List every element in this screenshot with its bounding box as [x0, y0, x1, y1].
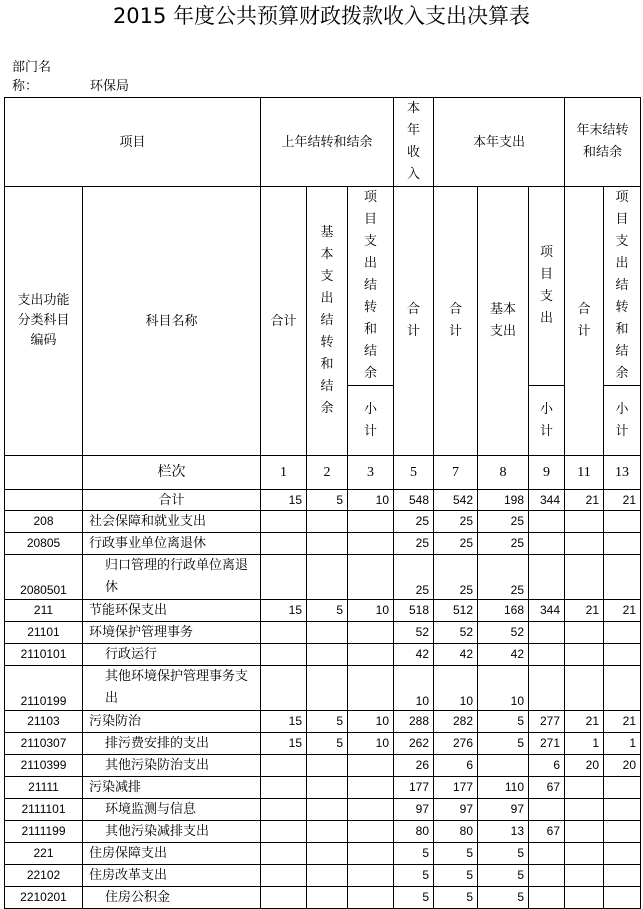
total-cell: 21 — [604, 490, 641, 511]
row-value — [529, 511, 565, 533]
row-value — [261, 622, 307, 644]
row-value: 10 — [348, 600, 394, 622]
col-num: 2 — [307, 456, 348, 490]
table-row — [5, 843, 641, 865]
header-last-total: 合计 — [261, 187, 307, 456]
row-value: 512 — [434, 600, 478, 622]
row-value — [604, 887, 641, 909]
row-code: 21101 — [5, 622, 83, 644]
row-value: 1 — [604, 733, 641, 755]
row-value: 5 — [394, 865, 434, 887]
table-row — [5, 533, 641, 555]
row-value: 26 — [394, 755, 434, 777]
row-value: 344 — [529, 600, 565, 622]
row-value — [348, 821, 394, 843]
header-income: 本年收入 — [394, 98, 434, 187]
row-value: 5 — [478, 843, 529, 865]
row-value: 5 — [478, 733, 529, 755]
header-last-year: 上年结转和结余 — [261, 98, 394, 187]
total-cell: 542 — [434, 490, 478, 511]
row-value — [529, 865, 565, 887]
row-value — [307, 843, 348, 865]
row-value: 67 — [529, 821, 565, 843]
row-code: 2110399 — [5, 755, 83, 777]
row-value — [604, 533, 641, 555]
table-row — [5, 733, 641, 755]
row-value: 20 — [604, 755, 641, 777]
header-year-end: 年末结转和结余 — [565, 98, 641, 187]
row-value: 15 — [261, 600, 307, 622]
row-value — [348, 622, 394, 644]
row-value — [565, 533, 604, 555]
row-value — [604, 777, 641, 799]
row-value — [348, 799, 394, 821]
row-value — [565, 644, 604, 666]
row-value — [348, 843, 394, 865]
row-value — [261, 666, 307, 711]
total-cell: 548 — [394, 490, 434, 511]
row-value: 80 — [394, 821, 434, 843]
row-name: 行政运行 — [83, 644, 261, 666]
row-value — [261, 511, 307, 533]
dept-label-line1: 部门名 — [12, 60, 52, 75]
row-name: 住房公积金 — [83, 887, 261, 909]
row-value — [565, 821, 604, 843]
row-value — [307, 511, 348, 533]
row-name: 排污费安排的支出 — [83, 733, 261, 755]
row-value — [529, 666, 565, 711]
row-value — [261, 533, 307, 555]
row-value — [565, 511, 604, 533]
row-value — [604, 865, 641, 887]
row-value: 42 — [394, 644, 434, 666]
header-project: 项目 — [5, 98, 261, 187]
row-value — [348, 887, 394, 909]
row-value — [565, 666, 604, 711]
row-value — [307, 755, 348, 777]
header-spend-basic: 基本支出 — [478, 187, 529, 456]
row-value: 20 — [565, 755, 604, 777]
row-value: 276 — [434, 733, 478, 755]
row-value: 25 — [394, 555, 434, 600]
row-value: 13 — [478, 821, 529, 843]
table-row — [5, 887, 641, 909]
row-name: 污染减排 — [83, 777, 261, 799]
row-name: 其他环境保护管理事务支出 — [83, 666, 261, 711]
row-value — [348, 755, 394, 777]
row-value — [529, 555, 565, 600]
table-row — [5, 711, 641, 733]
row-value: 10 — [478, 666, 529, 711]
row-code: 2111101 — [5, 799, 83, 821]
table-row — [5, 799, 641, 821]
row-code: 221 — [5, 843, 83, 865]
row-value — [307, 533, 348, 555]
row-value: 5 — [478, 865, 529, 887]
table-row — [5, 666, 641, 711]
column-number-row — [5, 456, 641, 490]
row-value: 25 — [478, 511, 529, 533]
col-num: 3 — [348, 456, 394, 490]
row-name: 行政事业单位离退休 — [83, 533, 261, 555]
row-code: 2111199 — [5, 821, 83, 843]
table-row — [5, 555, 641, 600]
page-title: 2015 年度公共预算财政拨款收入支出决算表 — [112, 4, 531, 28]
table-row — [5, 865, 641, 887]
row-value: 25 — [394, 533, 434, 555]
row-value — [529, 533, 565, 555]
row-value — [478, 755, 529, 777]
header-code: 支出功能分类科目编码 — [5, 187, 83, 456]
row-value — [261, 843, 307, 865]
header-subject: 科目名称 — [83, 187, 261, 456]
row-value: 25 — [478, 533, 529, 555]
row-name: 住房保障支出 — [83, 843, 261, 865]
row-name: 社会保障和就业支出 — [83, 511, 261, 533]
header-income-total: 合计 — [394, 187, 434, 456]
row-name: 节能环保支出 — [83, 600, 261, 622]
row-value — [261, 887, 307, 909]
col-num: 9 — [529, 456, 565, 490]
col-num: 5 — [394, 456, 434, 490]
total-cell: 21 — [565, 490, 604, 511]
row-value — [307, 666, 348, 711]
row-value: 67 — [529, 777, 565, 799]
total-label: 合计 — [83, 490, 261, 511]
row-value — [348, 865, 394, 887]
row-value: 97 — [434, 799, 478, 821]
row-value — [604, 555, 641, 600]
row-value: 5 — [434, 865, 478, 887]
row-value — [529, 843, 565, 865]
row-value: 25 — [434, 533, 478, 555]
row-value: 52 — [478, 622, 529, 644]
row-value: 518 — [394, 600, 434, 622]
row-value — [604, 666, 641, 711]
table-row — [5, 755, 641, 777]
col-num: 1 — [261, 456, 307, 490]
row-value: 21 — [565, 711, 604, 733]
header-spend-project: 项目支出 — [529, 187, 565, 386]
row-value: 5 — [394, 843, 434, 865]
row-value — [307, 622, 348, 644]
row-name: 其他污染防治支出 — [83, 755, 261, 777]
row-value — [529, 644, 565, 666]
row-value — [261, 777, 307, 799]
row-value: 25 — [434, 555, 478, 600]
row-value — [529, 887, 565, 909]
row-value: 5 — [307, 600, 348, 622]
row-value: 97 — [478, 799, 529, 821]
total-cell: 198 — [478, 490, 529, 511]
row-value: 262 — [394, 733, 434, 755]
row-value — [261, 644, 307, 666]
col-num: 8 — [478, 456, 529, 490]
row-value: 282 — [434, 711, 478, 733]
row-value: 80 — [434, 821, 478, 843]
row-value — [348, 555, 394, 600]
row-value: 21 — [604, 711, 641, 733]
row-value — [565, 887, 604, 909]
row-value — [565, 843, 604, 865]
row-value: 5 — [307, 733, 348, 755]
total-cell: 5 — [307, 490, 348, 511]
total-row — [5, 490, 641, 511]
row-value: 177 — [394, 777, 434, 799]
budget-table — [4, 97, 641, 909]
row-value: 21 — [604, 600, 641, 622]
row-value — [604, 843, 641, 865]
row-name: 环境监测与信息 — [83, 799, 261, 821]
row-value: 21 — [565, 600, 604, 622]
row-value — [565, 865, 604, 887]
row-name: 污染防治 — [83, 711, 261, 733]
row-value: 10 — [434, 666, 478, 711]
row-value: 5 — [307, 711, 348, 733]
row-value: 277 — [529, 711, 565, 733]
row-value: 271 — [529, 733, 565, 755]
row-value — [348, 777, 394, 799]
row-value: 25 — [478, 555, 529, 600]
row-value: 42 — [478, 644, 529, 666]
total-cell: 344 — [529, 490, 565, 511]
row-code: 2110199 — [5, 666, 83, 711]
col-num: 13 — [604, 456, 641, 490]
col-num: 7 — [434, 456, 478, 490]
row-value — [348, 666, 394, 711]
dept-label-text: 称： — [12, 79, 39, 94]
row-value — [565, 777, 604, 799]
header-spend-subtotal: 小计 — [529, 386, 565, 456]
row-code: 211 — [5, 600, 83, 622]
row-value — [348, 644, 394, 666]
row-value: 10 — [348, 711, 394, 733]
row-value: 6 — [529, 755, 565, 777]
row-value: 52 — [394, 622, 434, 644]
table-row — [5, 644, 641, 666]
row-value — [261, 555, 307, 600]
row-value — [307, 555, 348, 600]
row-value: 168 — [478, 600, 529, 622]
row-value: 10 — [394, 666, 434, 711]
row-value — [529, 622, 565, 644]
header-end-project: 项目支出结转和结余 — [604, 187, 641, 386]
row-value: 5 — [478, 887, 529, 909]
row-value — [529, 799, 565, 821]
row-code: 208 — [5, 511, 83, 533]
row-code: 21103 — [5, 711, 83, 733]
row-value: 15 — [261, 711, 307, 733]
header-last-project: 项目支出结转和结余 — [348, 187, 394, 386]
row-value — [307, 644, 348, 666]
row-name: 归口管理的行政单位离退休 — [83, 555, 261, 600]
row-value: 288 — [394, 711, 434, 733]
row-value: 5 — [434, 843, 478, 865]
table-row — [5, 622, 641, 644]
row-value — [604, 511, 641, 533]
col-row-label: 栏次 — [83, 456, 261, 490]
row-value: 25 — [434, 511, 478, 533]
row-value: 110 — [478, 777, 529, 799]
row-value — [565, 555, 604, 600]
header-end-subtotal: 小计 — [604, 386, 641, 456]
row-code: 21111 — [5, 777, 83, 799]
table-row — [5, 600, 641, 622]
col-num: 11 — [565, 456, 604, 490]
row-value — [261, 865, 307, 887]
table-row — [5, 511, 641, 533]
row-name: 其他污染减排支出 — [83, 821, 261, 843]
row-value — [604, 799, 641, 821]
header-last-basic: 基本支出结转和结余 — [307, 187, 348, 456]
row-value: 5 — [478, 711, 529, 733]
row-code: 2210201 — [5, 887, 83, 909]
dept-label-line2 — [12, 79, 130, 95]
dept-value: 环保局 — [90, 79, 130, 94]
row-value — [565, 622, 604, 644]
row-code: 2080501 — [5, 555, 83, 600]
row-value — [307, 821, 348, 843]
table-row — [5, 777, 641, 799]
row-value: 15 — [261, 733, 307, 755]
row-value: 5 — [394, 887, 434, 909]
row-name: 环境保护管理事务 — [83, 622, 261, 644]
row-value: 97 — [394, 799, 434, 821]
header-end-total: 合计 — [565, 187, 604, 456]
row-value — [565, 799, 604, 821]
row-name: 住房改革支出 — [83, 865, 261, 887]
row-value: 177 — [434, 777, 478, 799]
row-value: 1 — [565, 733, 604, 755]
row-value: 52 — [434, 622, 478, 644]
row-code: 22102 — [5, 865, 83, 887]
row-value: 6 — [434, 755, 478, 777]
row-value — [307, 799, 348, 821]
row-value — [261, 755, 307, 777]
total-cell: 10 — [348, 490, 394, 511]
row-value — [604, 644, 641, 666]
header-spend-total: 合计 — [434, 187, 478, 456]
row-value: 5 — [434, 887, 478, 909]
row-value: 25 — [394, 511, 434, 533]
header-spending: 本年支出 — [434, 98, 565, 187]
row-code: 2110101 — [5, 644, 83, 666]
total-cell: 15 — [261, 490, 307, 511]
row-value — [261, 821, 307, 843]
row-value — [604, 821, 641, 843]
row-code: 2110307 — [5, 733, 83, 755]
row-value — [261, 799, 307, 821]
header-last-subtotal: 小计 — [348, 386, 394, 456]
row-value: 10 — [348, 733, 394, 755]
row-code: 20805 — [5, 533, 83, 555]
row-value — [604, 622, 641, 644]
row-value — [307, 887, 348, 909]
row-value — [348, 511, 394, 533]
row-value — [307, 865, 348, 887]
row-value: 42 — [434, 644, 478, 666]
table-row — [5, 821, 641, 843]
row-value — [307, 777, 348, 799]
row-value — [348, 533, 394, 555]
